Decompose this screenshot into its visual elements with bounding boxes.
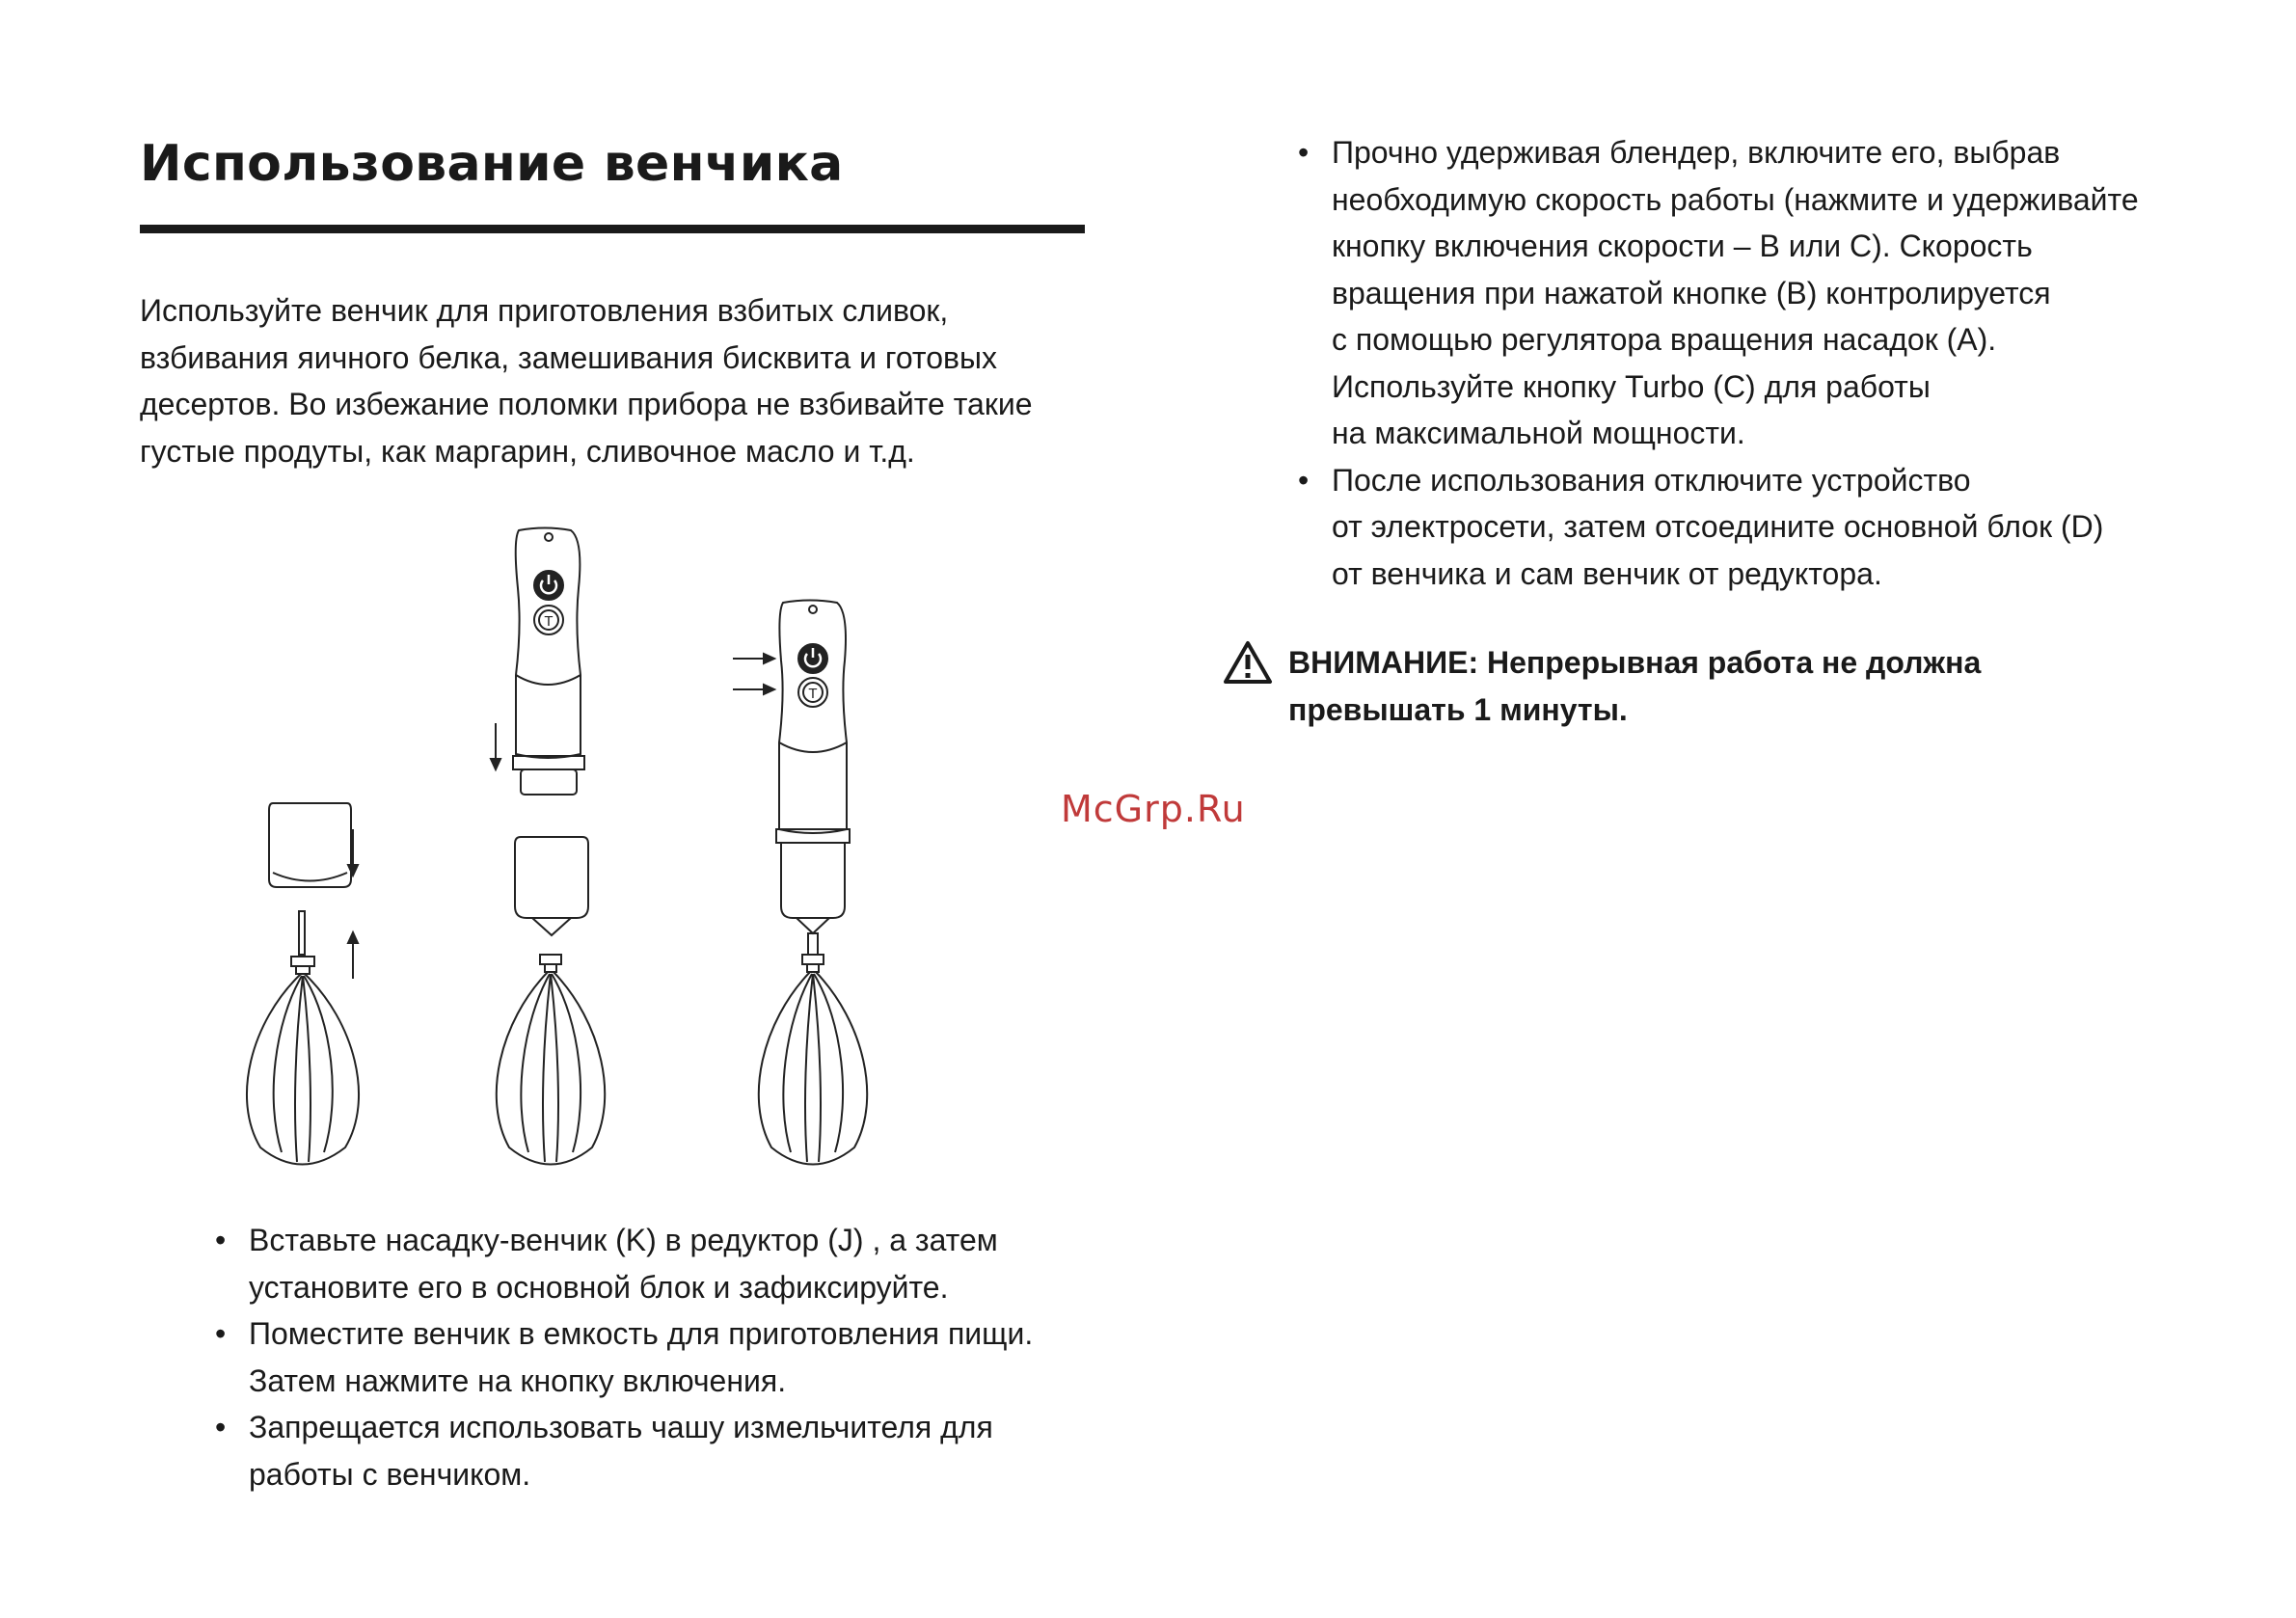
whisk-icon — [247, 911, 359, 1165]
figure-attach-handle — [491, 528, 605, 1165]
list-item-line: от электросети, затем отсоедините основной блок (D) — [1332, 509, 2104, 544]
figure-assembled — [733, 601, 867, 1165]
intro-line: десертов. Во избежание поломки прибора не взбивайте такие — [140, 387, 1033, 421]
list-item-line: необходимую скорость работы (нажмите и удерживайте — [1332, 181, 2139, 217]
turbo-button-icon — [534, 606, 563, 634]
list-item-line: Затем нажмите на кнопку включения. — [249, 1362, 787, 1398]
intro-line: густые продуты, как маргарин, сливочное масло и т.д. — [140, 433, 915, 469]
list-item-line: вращения при нажатой кнопке (B) контролируется — [1332, 275, 2051, 310]
list-item — [215, 1310, 1083, 1404]
arrow-icon — [348, 829, 358, 876]
whisk-icon — [497, 955, 605, 1165]
warning-text-line: превышать 1 минуты. — [1288, 691, 1628, 727]
whisk-assembly-illustration — [0, 0, 1157, 1196]
list-item — [215, 1217, 1083, 1310]
figure-insert-whisk — [247, 803, 359, 1165]
arrow-icon — [733, 685, 774, 694]
list-item-line: • Прочно удерживая блендер, включите его, выбрав — [1332, 135, 2061, 170]
gearbox-icon — [781, 843, 845, 933]
list-item-line: работы с венчиком. — [249, 1456, 531, 1492]
gearbox-icon — [269, 803, 351, 887]
list-item-line: установите его в основной блок и зафиксируйте. — [249, 1269, 949, 1305]
list-item — [215, 1404, 1083, 1497]
list-item-line: с помощью регулятора вращения насадок (A). — [1332, 322, 1997, 357]
list-item-line: Используйте кнопку Turbo (C) для работы — [1332, 368, 1931, 404]
power-button-icon — [534, 571, 563, 600]
turbo-glyph: T — [808, 686, 818, 702]
list-item-line: • Поместите венчик в емкость для приготовления пищи. — [249, 1316, 1034, 1351]
gearbox-icon — [515, 837, 588, 935]
list-item — [1298, 129, 2166, 457]
right-instructions-list — [1298, 129, 2166, 597]
warning-text-line: ВНИМАНИЕ: Непрерывная работа не должна — [1288, 645, 1982, 680]
list-item-line: • После использования отключите устройство — [1332, 462, 1971, 498]
watermark: McGrp.Ru — [1061, 788, 1246, 830]
turbo-glyph: T — [544, 613, 554, 630]
whisk-icon — [759, 933, 867, 1165]
arrow-icon — [348, 932, 358, 979]
page-title: Использование венчика — [140, 135, 844, 193]
turbo-button-icon — [798, 678, 827, 707]
list-item-line: на максимальной мощности. — [1332, 416, 1745, 450]
list-item-line: • Запрещается использовать чашу измельчителя для — [249, 1410, 993, 1444]
list-item-line: кнопку включения скорости – B или C). Скорость — [1332, 229, 2033, 263]
arrow-icon — [491, 723, 500, 769]
power-button-icon — [798, 644, 827, 673]
blender-handle — [513, 528, 584, 796]
list-item-line: от венчика и сам венчик от редуктора. — [1332, 555, 1882, 591]
list-item — [1298, 457, 2166, 598]
arrow-icon — [733, 654, 774, 663]
left-instructions-list — [215, 1217, 1083, 1497]
list-item-line: • Вставьте насадку-венчик (K) в редуктор (J) , а затем — [249, 1223, 998, 1257]
intro-line: Используйте венчик для приготовления взбитых сливок, — [140, 293, 949, 328]
blender-handle — [776, 601, 850, 844]
warning-triangle-icon — [1223, 639, 1273, 686]
intro-line: взбивания яичного белка, замешивания бисквита и готовых — [140, 339, 998, 375]
